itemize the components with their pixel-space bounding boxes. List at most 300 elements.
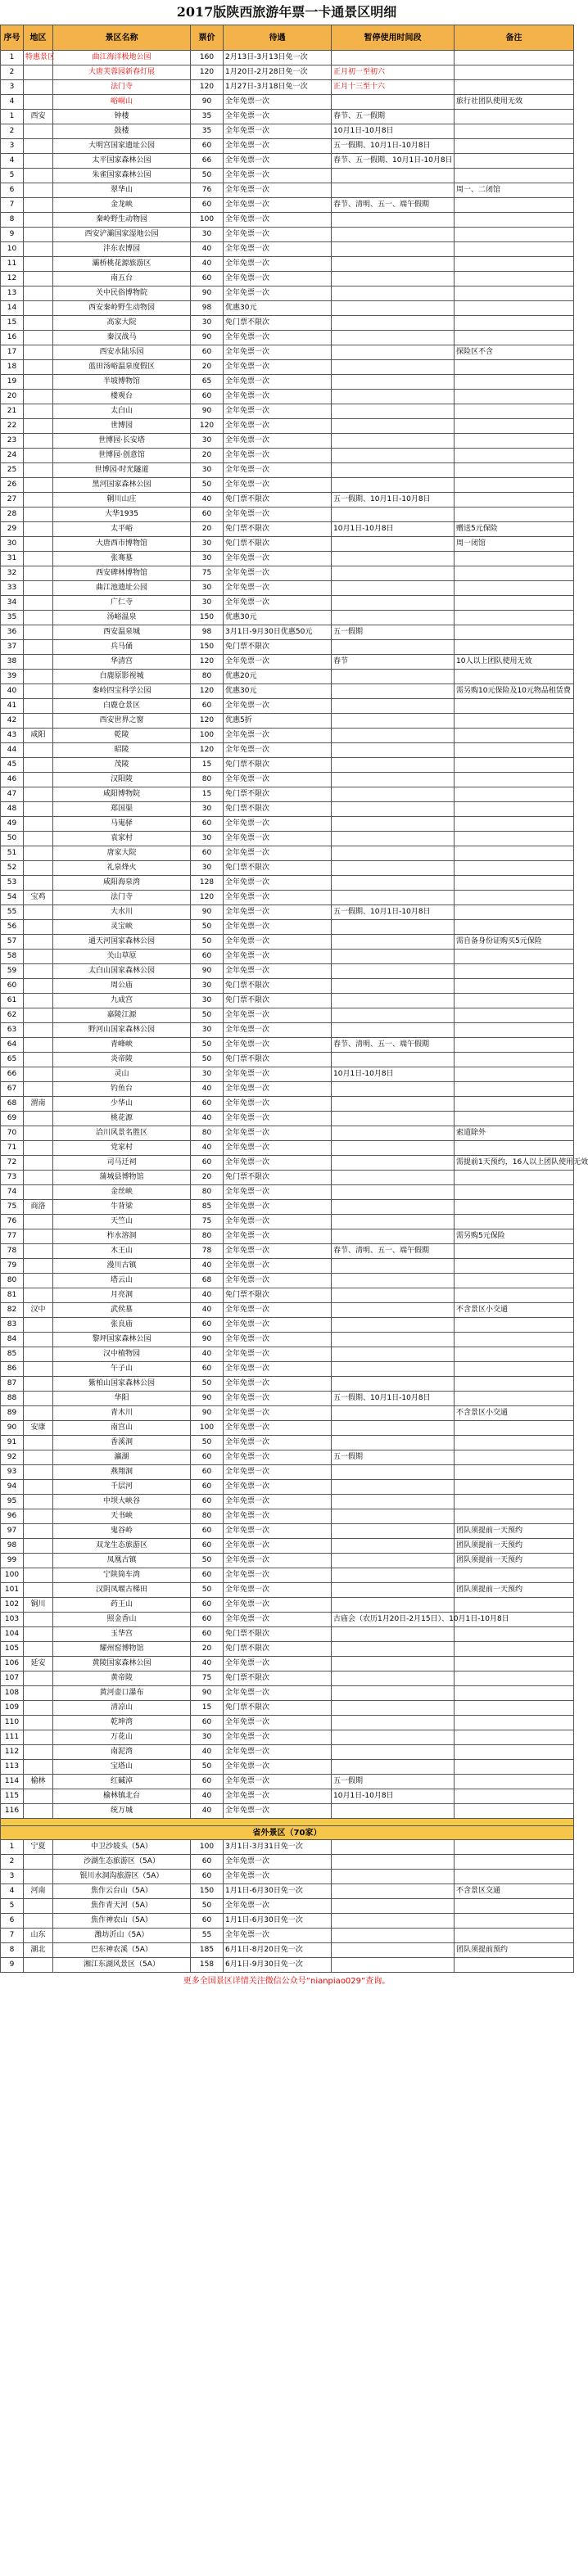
- row-name: 钟楼: [53, 110, 191, 124]
- row-note: [455, 581, 574, 596]
- row-note: [455, 832, 574, 846]
- table-row: [1, 1943, 574, 1958]
- sheet-title: 2017版陕西旅游年票一卡通景区明细: [176, 4, 397, 20]
- row-price: 60: [191, 1495, 224, 1509]
- row-id: 1: [1, 51, 24, 65]
- row-price: 50: [191, 1436, 224, 1450]
- row-note: [455, 1347, 574, 1362]
- row-name: 宁陕筒车湾: [53, 1568, 191, 1583]
- row-benefit: 全年免票一次: [224, 198, 332, 213]
- table-row: [1, 581, 574, 596]
- row-period: [332, 1156, 455, 1171]
- table-row: [1, 1362, 574, 1377]
- row-name: 天竺山: [53, 1215, 191, 1229]
- row-note: [455, 1730, 574, 1745]
- row-region: [24, 935, 53, 950]
- row-period: [332, 1914, 455, 1929]
- row-benefit: 免门票不限次: [224, 1642, 332, 1657]
- row-benefit: 全年免票一次: [224, 935, 332, 950]
- table-row: [1, 832, 574, 846]
- row-note: 不含景区小交通: [455, 1406, 574, 1421]
- row-note: 团队须提前一天预约: [455, 1524, 574, 1539]
- row-benefit: 免门票不限次: [224, 316, 332, 331]
- row-region: [24, 655, 53, 670]
- table-row: [1, 1509, 574, 1524]
- row-id: 2: [1, 124, 24, 139]
- row-price: 50: [191, 935, 224, 950]
- row-note: [455, 566, 574, 581]
- table-row: [1, 1701, 574, 1716]
- row-period: [332, 994, 455, 1008]
- row-region: [24, 1112, 53, 1126]
- row-benefit: 2月13日-3月13日免一次: [224, 51, 332, 65]
- row-benefit: 全年免票一次: [224, 655, 332, 670]
- row-period: [332, 390, 455, 404]
- row-name: 乾陵: [53, 729, 191, 743]
- row-benefit: 全年免票一次: [224, 390, 332, 404]
- row-period: 五一假期、10月1日-10月8日: [332, 905, 455, 920]
- row-period: [332, 1318, 455, 1333]
- row-price: 60: [191, 817, 224, 832]
- row-note: [455, 316, 574, 331]
- row-region: [24, 522, 53, 537]
- row-note: [455, 846, 574, 861]
- row-period: [332, 51, 455, 65]
- row-note: [455, 1686, 574, 1701]
- row-price: 35: [191, 110, 224, 124]
- row-period: [332, 449, 455, 463]
- row-id: 54: [1, 891, 24, 905]
- row-name: 清凉山: [53, 1701, 191, 1716]
- row-region: [24, 1333, 53, 1347]
- row-id: 114: [1, 1775, 24, 1789]
- row-price: 60: [191, 1465, 224, 1480]
- row-period: [332, 286, 455, 301]
- row-benefit: 全年免票一次: [224, 950, 332, 964]
- table-row: [1, 1274, 574, 1288]
- row-price: 40: [191, 1112, 224, 1126]
- row-price: 30: [191, 596, 224, 611]
- row-price: 30: [191, 463, 224, 478]
- row-id: 21: [1, 404, 24, 419]
- row-region: [24, 1215, 53, 1229]
- row-id: 24: [1, 449, 24, 463]
- row-id: 9: [1, 228, 24, 242]
- row-name: 耀州窑博物馆: [53, 1642, 191, 1657]
- row-period: [332, 802, 455, 817]
- row-benefit: 免门票不限次: [224, 1627, 332, 1642]
- row-period: 春节、五一假期: [332, 110, 455, 124]
- row-price: 90: [191, 331, 224, 345]
- row-price: 80: [191, 1185, 224, 1200]
- row-price: 30: [191, 581, 224, 596]
- row-note: 探险区不含: [455, 345, 574, 360]
- row-region: 榆林: [24, 1775, 53, 1789]
- row-price: 50: [191, 1583, 224, 1598]
- row-id: 7: [1, 198, 24, 213]
- row-name: 燕翔洞: [53, 1465, 191, 1480]
- row-period: [332, 1929, 455, 1943]
- row-price: 50: [191, 1008, 224, 1023]
- row-id: 71: [1, 1141, 24, 1156]
- table-row: [1, 802, 574, 817]
- row-region: 延安: [24, 1657, 53, 1671]
- row-region: [24, 1171, 53, 1185]
- row-period: 春节、清明、五一、端午假期: [332, 1038, 455, 1053]
- row-region: [24, 611, 53, 625]
- table-row: [1, 360, 574, 375]
- row-benefit: 全年免票一次: [224, 1870, 332, 1884]
- table-row: [1, 935, 574, 950]
- table-row: [1, 1899, 574, 1914]
- row-note: [455, 1840, 574, 1855]
- table-row: [1, 1775, 574, 1789]
- row-name: 牛背梁: [53, 1200, 191, 1215]
- row-id: 67: [1, 1082, 24, 1097]
- row-price: 60: [191, 139, 224, 154]
- row-region: [24, 817, 53, 832]
- row-benefit: 全年免票一次: [224, 1406, 332, 1421]
- row-region: [24, 1244, 53, 1259]
- row-name: 统万城: [53, 1804, 191, 1819]
- table-row: [1, 1870, 574, 1884]
- row-region: [24, 169, 53, 183]
- row-price: 65: [191, 375, 224, 390]
- table-row: [1, 1716, 574, 1730]
- table-row: [1, 375, 574, 390]
- row-name: 世博园·创意馆: [53, 449, 191, 463]
- table-row: [1, 1200, 574, 1215]
- row-note: [455, 625, 574, 640]
- row-benefit: 全年免票一次: [224, 1038, 332, 1053]
- row-region: [24, 787, 53, 802]
- row-id: 27: [1, 493, 24, 508]
- row-price: 120: [191, 65, 224, 80]
- row-period: 五一假期、10月1日-10月8日: [332, 493, 455, 508]
- row-benefit: 全年免票一次: [224, 154, 332, 169]
- table-row: [1, 950, 574, 964]
- row-id: 32: [1, 566, 24, 581]
- row-id: 52: [1, 861, 24, 876]
- row-price: 100: [191, 213, 224, 228]
- row-price: 75: [191, 1671, 224, 1686]
- row-period: [332, 670, 455, 684]
- row-id: 29: [1, 522, 24, 537]
- row-period: 五一假期、10月1日-10月8日: [332, 139, 455, 154]
- row-region: [24, 1406, 53, 1421]
- row-period: [332, 891, 455, 905]
- row-price: 60: [191, 1568, 224, 1583]
- row-note: [455, 1171, 574, 1185]
- row-id: 112: [1, 1745, 24, 1760]
- row-name: 巴东神农溪（5A）: [53, 1943, 191, 1958]
- table-row: [1, 404, 574, 419]
- row-note: [455, 80, 574, 95]
- table-row: [1, 1840, 574, 1855]
- row-name: 汤峪温泉: [53, 611, 191, 625]
- row-period: [332, 964, 455, 979]
- table-row: [1, 183, 574, 198]
- row-benefit: 全年免票一次: [224, 228, 332, 242]
- row-period: [332, 1598, 455, 1613]
- row-benefit: 全年免票一次: [224, 1141, 332, 1156]
- row-period: 五一假期: [332, 1775, 455, 1789]
- table-row: [1, 154, 574, 169]
- row-note: [455, 493, 574, 508]
- row-name: 焦作神农山（5A）: [53, 1914, 191, 1929]
- row-benefit: 全年免票一次: [224, 1929, 332, 1943]
- row-note: 周一、二闭馆: [455, 183, 574, 198]
- row-period: [332, 758, 455, 773]
- row-id: 6: [1, 183, 24, 198]
- row-price: 80: [191, 670, 224, 684]
- row-period: [332, 979, 455, 994]
- row-price: 30: [191, 1023, 224, 1038]
- table-row: [1, 316, 574, 331]
- row-region: [24, 301, 53, 316]
- row-id: 81: [1, 1288, 24, 1303]
- row-price: 40: [191, 1347, 224, 1362]
- row-period: [332, 1274, 455, 1288]
- row-region: 宁夏: [24, 1840, 53, 1855]
- row-region: [24, 360, 53, 375]
- row-id: 2: [1, 1855, 24, 1870]
- row-period: [332, 1421, 455, 1436]
- row-price: 66: [191, 154, 224, 169]
- row-price: 15: [191, 1701, 224, 1716]
- row-region: [24, 581, 53, 596]
- row-region: [24, 1855, 53, 1870]
- row-id: 51: [1, 846, 24, 861]
- row-period: [332, 1730, 455, 1745]
- row-price: 50: [191, 1377, 224, 1392]
- row-price: 90: [191, 964, 224, 979]
- row-note: [455, 1701, 574, 1716]
- row-note: [455, 714, 574, 729]
- row-name: 瀛湖: [53, 1450, 191, 1465]
- row-name: 西安水陆乐园: [53, 345, 191, 360]
- table-row: [1, 1884, 574, 1899]
- row-price: 40: [191, 257, 224, 272]
- row-name: 榆林镇北台: [53, 1789, 191, 1804]
- row-price: 98: [191, 625, 224, 640]
- row-benefit: 全年免票一次: [224, 1480, 332, 1495]
- row-name: 白鹿原影视城: [53, 670, 191, 684]
- row-period: [332, 1671, 455, 1686]
- row-note: [455, 1855, 574, 1870]
- row-benefit: 全年免票一次: [224, 1775, 332, 1789]
- row-price: 20: [191, 449, 224, 463]
- row-note: [455, 1008, 574, 1023]
- table-row: [1, 1914, 574, 1929]
- row-id: 40: [1, 684, 24, 699]
- row-period: [332, 537, 455, 552]
- row-region: [24, 1392, 53, 1406]
- row-region: 渭南: [24, 1097, 53, 1112]
- row-benefit: 全年免票一次: [224, 1421, 332, 1436]
- row-price: 90: [191, 905, 224, 920]
- row-id: 116: [1, 1804, 24, 1819]
- row-id: 23: [1, 434, 24, 449]
- row-id: 90: [1, 1421, 24, 1436]
- row-note: [455, 449, 574, 463]
- row-region: [24, 1377, 53, 1392]
- row-period: [332, 1745, 455, 1760]
- row-benefit: 全年免票一次: [224, 124, 332, 139]
- row-region: [24, 390, 53, 404]
- row-region: [24, 1730, 53, 1745]
- row-name: 辋川山庄: [53, 493, 191, 508]
- row-period: [332, 787, 455, 802]
- row-id: 43: [1, 729, 24, 743]
- row-note: [455, 434, 574, 449]
- row-id: 31: [1, 552, 24, 566]
- row-price: 40: [191, 1804, 224, 1819]
- row-price: 120: [191, 714, 224, 729]
- header-id: 序号: [1, 25, 24, 51]
- row-period: [332, 1855, 455, 1870]
- table-row: [1, 1067, 574, 1082]
- row-price: 120: [191, 655, 224, 670]
- row-id: 77: [1, 1229, 24, 1244]
- table-row: [1, 1524, 574, 1539]
- row-benefit: 全年免票一次: [224, 1598, 332, 1613]
- row-price: 120: [191, 684, 224, 699]
- footer-note: 更多全国景区详情关注微信公众号“nianpiao029”查询。: [183, 1977, 391, 1986]
- table-row: [1, 1347, 574, 1362]
- row-region: 商洛: [24, 1200, 53, 1215]
- row-note: [455, 508, 574, 522]
- table-row: [1, 1598, 574, 1613]
- row-region: [24, 1899, 53, 1914]
- row-region: [24, 139, 53, 154]
- row-name: 紫柏山国家森林公园: [53, 1377, 191, 1392]
- row-period: [332, 1686, 455, 1701]
- row-id: 44: [1, 743, 24, 758]
- row-note: [455, 876, 574, 891]
- row-benefit: 免门票不限次: [224, 1053, 332, 1067]
- table-row: [1, 213, 574, 228]
- row-benefit: 全年免票一次: [224, 419, 332, 434]
- row-benefit: 全年免票一次: [224, 1303, 332, 1318]
- table-row: [1, 1480, 574, 1495]
- row-period: [332, 1053, 455, 1067]
- row-name: 湘江东湖风景区（5A）: [53, 1958, 191, 1973]
- row-price: 150: [191, 640, 224, 655]
- row-benefit: 全年免票一次: [224, 1436, 332, 1450]
- row-id: 60: [1, 979, 24, 994]
- row-id: 6: [1, 1914, 24, 1929]
- row-region: [24, 1524, 53, 1539]
- row-id: 85: [1, 1347, 24, 1362]
- row-benefit: 6月1日-9月30日免一次: [224, 1958, 332, 1973]
- table-row: [1, 1627, 574, 1642]
- row-benefit: 全年免票一次: [224, 1899, 332, 1914]
- table-row: [1, 478, 574, 493]
- row-benefit: 优惠20元: [224, 670, 332, 684]
- row-benefit: 免门票不限次: [224, 1288, 332, 1303]
- row-name: 双龙生态旅游区: [53, 1539, 191, 1554]
- row-region: [24, 1436, 53, 1450]
- row-period: [332, 1436, 455, 1450]
- row-benefit: 全年免票一次: [224, 832, 332, 846]
- table-row: [1, 1082, 574, 1097]
- row-id: 14: [1, 301, 24, 316]
- row-name: 焦作青天河（5A）: [53, 1899, 191, 1914]
- row-benefit: 全年免票一次: [224, 1524, 332, 1539]
- row-name: 沣东农博园: [53, 242, 191, 257]
- row-period: [332, 508, 455, 522]
- row-id: 76: [1, 1215, 24, 1229]
- row-benefit: 全年免票一次: [224, 331, 332, 345]
- row-id: 62: [1, 1008, 24, 1023]
- row-id: 98: [1, 1539, 24, 1554]
- row-id: 68: [1, 1097, 24, 1112]
- row-name: 咸阳博物院: [53, 787, 191, 802]
- row-benefit: 优惠30元: [224, 301, 332, 316]
- table-row: [1, 684, 574, 699]
- row-note: [455, 51, 574, 65]
- table-row: [1, 124, 574, 139]
- row-id: 102: [1, 1598, 24, 1613]
- row-note: [455, 1185, 574, 1200]
- row-region: [24, 1568, 53, 1583]
- row-note: [455, 758, 574, 773]
- header-name: 景区名称: [53, 25, 191, 51]
- row-name: 唐家大院: [53, 846, 191, 861]
- row-id: 94: [1, 1480, 24, 1495]
- row-benefit: 全年免票一次: [224, 169, 332, 183]
- row-period: [332, 1141, 455, 1156]
- row-name: 曲江海洋极地公园: [53, 51, 191, 65]
- row-note: 需另购10元保险及10元物品租赁费: [455, 684, 574, 699]
- row-id: 45: [1, 758, 24, 773]
- row-id: 7: [1, 1929, 24, 1943]
- row-benefit: 全年免票一次: [224, 596, 332, 611]
- row-period: [332, 345, 455, 360]
- row-price: 30: [191, 552, 224, 566]
- table-row: [1, 522, 574, 537]
- row-region: [24, 1760, 53, 1775]
- row-period: [332, 1804, 455, 1819]
- row-price: 90: [191, 1333, 224, 1347]
- row-note: [455, 404, 574, 419]
- table-row: [1, 198, 574, 213]
- row-note: [455, 1377, 574, 1392]
- row-price: 90: [191, 286, 224, 301]
- row-note: [455, 1465, 574, 1480]
- row-name: 木王山: [53, 1244, 191, 1259]
- row-name: 礼泉烽火: [53, 861, 191, 876]
- row-period: [332, 95, 455, 110]
- row-benefit: 全年免票一次: [224, 1333, 332, 1347]
- row-note: 10人以上团队使用无效: [455, 655, 574, 670]
- row-note: [455, 1598, 574, 1613]
- row-region: [24, 640, 53, 655]
- table-row: [1, 1053, 574, 1067]
- row-region: [24, 1067, 53, 1082]
- row-benefit: 全年免票一次: [224, 1686, 332, 1701]
- table-row: [1, 272, 574, 286]
- row-name: 武侯墓: [53, 1303, 191, 1318]
- row-region: [24, 1539, 53, 1554]
- row-period: [332, 861, 455, 876]
- row-name: 马嵬驿: [53, 817, 191, 832]
- table-row: [1, 493, 574, 508]
- row-id: 93: [1, 1465, 24, 1480]
- row-id: 36: [1, 625, 24, 640]
- row-id: 107: [1, 1671, 24, 1686]
